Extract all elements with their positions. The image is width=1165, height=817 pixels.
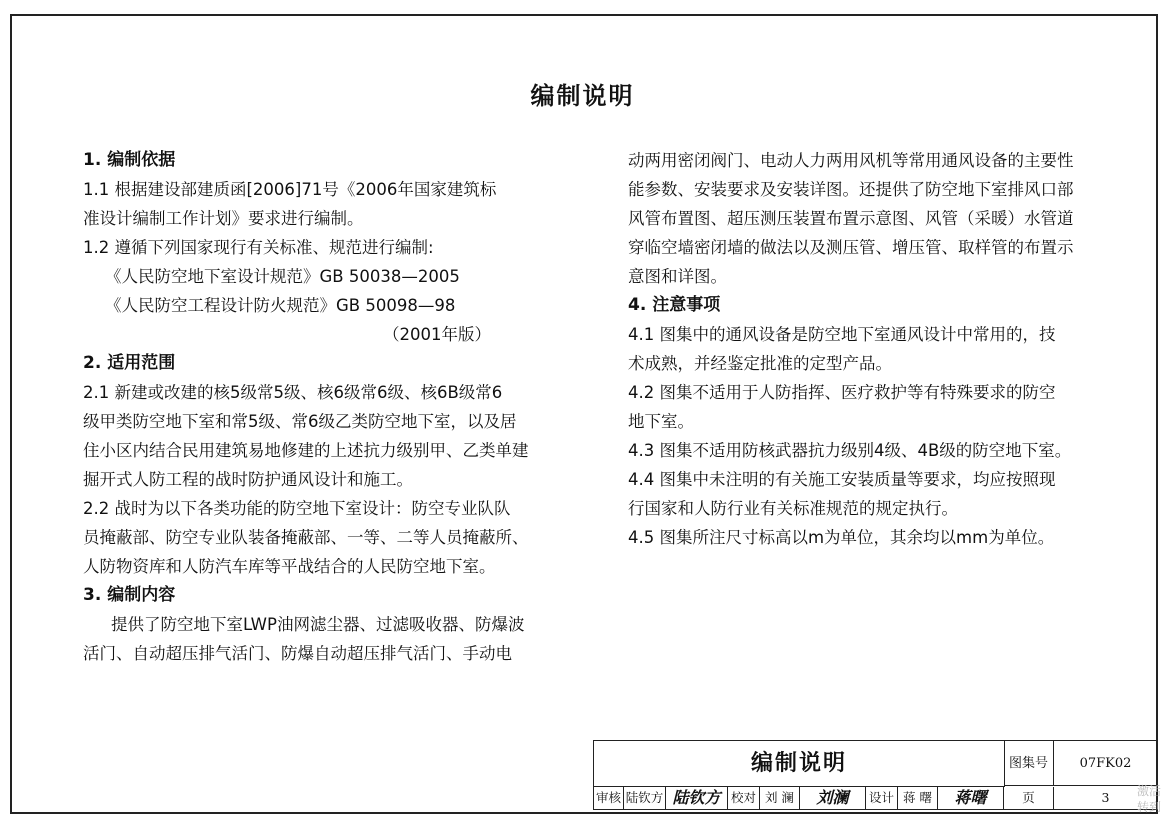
- checker-signature: [800, 787, 866, 809]
- section-heading: 2. 适用范围: [83, 353, 176, 373]
- watermark-line-2: 转到: [1136, 800, 1161, 814]
- text-line: 掘开式人防工程的战时防护通风设计和施工。: [83, 470, 413, 489]
- page-title: 编制说明: [530, 82, 635, 110]
- page-label: 页: [1004, 787, 1054, 809]
- text-line: 人防物资库和人防汽车库等平战结合的人民防空地下室。: [83, 557, 496, 576]
- checker-signature-text: 刘澜: [816, 788, 849, 807]
- text-line: 意图和详图。: [628, 267, 727, 286]
- checker-name: 刘 澜: [760, 787, 800, 809]
- section-heading: 3. 编制内容: [83, 585, 176, 605]
- watermark-line-1: 激活: [1136, 784, 1161, 798]
- text-line: 4.5 图集所注尺寸标高以m为单位，其余均以mm为单位。: [628, 528, 1055, 547]
- text-line: 风管布置图、超压测压装置布置示意图、风管（采暖）水管道: [628, 209, 1074, 228]
- designer-signature-text: 蒋曙: [954, 788, 987, 807]
- text-line: 级甲类防空地下室和常5级、常6级乙类防空地下室，以及居: [83, 412, 517, 431]
- check-label: 校对: [728, 787, 760, 809]
- designer-signature: [938, 787, 1004, 809]
- section-heading: 4. 注意事项: [628, 295, 721, 315]
- text-line: 4.2 图集不适用于人防指挥、医疗救护等有特殊要求的防空: [628, 383, 1056, 402]
- text-line: 2.1 新建或改建的核5级常5级、核6级常6级、核6B级常6: [83, 383, 503, 402]
- reviewer-name: 陆钦方: [624, 787, 666, 809]
- text-line: （2001年版）: [383, 325, 491, 344]
- text-line: 行国家和人防行业有关标准规范的规定执行。: [628, 499, 958, 518]
- review-label: 审核: [594, 787, 624, 809]
- text-line: 住小区内结合民用建筑易地修建的上述抗力级别甲、乙类单建: [83, 441, 529, 460]
- atlas-number-value: 07FK02: [1054, 741, 1157, 786]
- section-heading: 1. 编制依据: [83, 150, 176, 170]
- reviewer-signature: [666, 787, 728, 809]
- title-block-title: 编制说明: [594, 741, 1005, 787]
- text-line: 4.3 图集不适用防核武器抗力级别4级、4B级的防空地下室。: [628, 441, 1072, 460]
- design-label: 设计: [866, 787, 898, 809]
- reviewer-signature-text: 陆钦方: [672, 788, 721, 807]
- right-column: [628, 146, 1103, 552]
- atlas-number-label: 图集号: [1004, 741, 1054, 786]
- text-line: 地下室。: [628, 412, 694, 431]
- text-line: 穿临空墙密闭墙的做法以及测压管、增压管、取样管的布置示: [628, 238, 1074, 257]
- text-line: 动两用密闭阀门、电动人力两用风机等常用通风设备的主要性: [628, 151, 1074, 170]
- text-line: 活门、自动超压排气活门、防爆自动超压排气活门、手动电: [83, 644, 512, 663]
- title-block: [593, 740, 1158, 810]
- designer-name: 蒋 曙: [898, 787, 938, 809]
- text-line: 术成熟，并经鉴定批准的定型产品。: [628, 354, 892, 373]
- page-number: 3: [1101, 790, 1110, 805]
- text-line: 准设计编制工作计划》要求进行编制。: [83, 209, 364, 228]
- text-line: 4.4 图集中未注明的有关施工安装质量等要求，均应按照现: [628, 470, 1056, 489]
- text-line: 2.2 战时为以下各类功能的防空地下室设计：防空专业队队: [83, 499, 511, 518]
- text-line: 4.1 图集中的通风设备是防空地下室通风设计中常用的，技: [628, 325, 1056, 344]
- text-line: 1.2 遵循下列国家现行有关标准、规范进行编制:: [83, 238, 434, 257]
- left-column: [83, 146, 558, 668]
- text-line: 《人民防空地下室设计规范》GB 50038—2005: [105, 267, 460, 286]
- text-line: 提供了防空地下室LWP油网滤尘器、过滤吸收器、防爆波: [111, 615, 525, 634]
- text-line: 能参数、安装要求及安装详图。还提供了防空地下室排风口部: [628, 180, 1074, 199]
- text-line: 《人民防空工程设计防火规范》GB 50098—98: [105, 296, 456, 315]
- text-line: 1.1 根据建设部建质函[2006]71号《2006年国家建筑标: [83, 180, 497, 199]
- text-line: 员掩蔽部、防空专业队装备掩蔽部、一等、二等人员掩蔽所、: [83, 528, 529, 547]
- activation-watermark: [1137, 783, 1161, 815]
